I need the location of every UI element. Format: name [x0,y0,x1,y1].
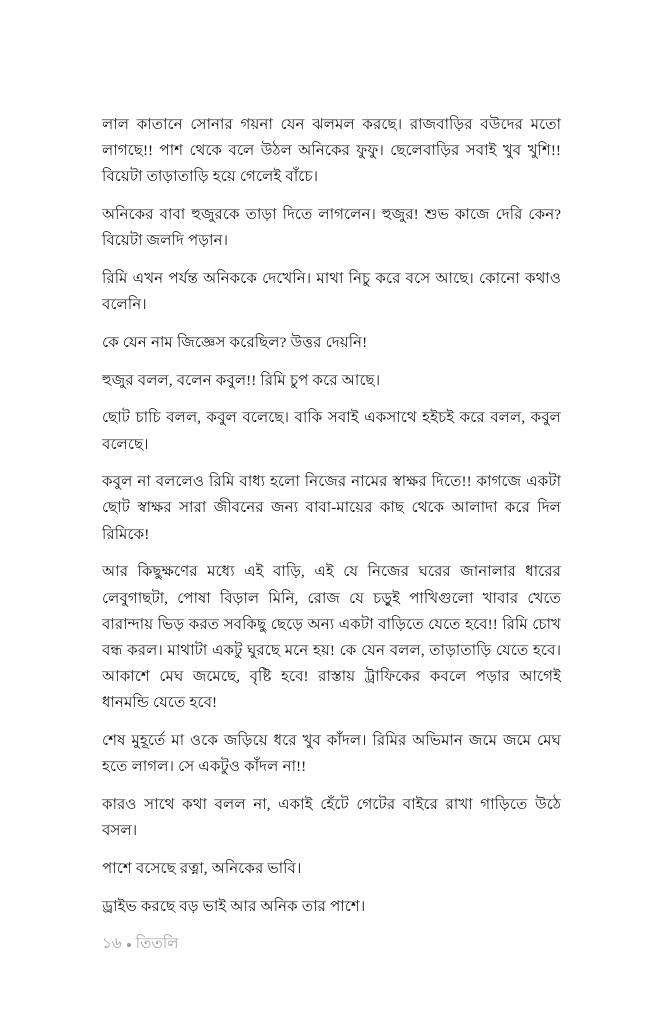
paragraph: কবুল না বললেও রিমি বাধ্য হলো নিজের নামের স্বাক্ষর দিতে!! কাগজে একটা ছোট স্বাক্ষর সারা জীবনের জন্য বাবা-মায়ের কাছ থেকে আলাদা করে দিল রিমিকে! [102,473,561,543]
paragraph: কে যেন নাম জিজ্ঞেস করেছিল? উত্তর দেয়নি! [102,333,368,351]
paragraph: লাল কাতানে সোনার গয়না যেন ঝলমল করছে। রাজবাড়ির বউদের মতো লাগছে!! পাশ থেকে বলে উঠল অনিকের ফুফু। ছেলেবাড়ির সবাই খুব খুশি!! বিয়েটা তাড়াতাড়ি হয়ে গেলেই বাঁচে। [102,116,561,186]
page-footer [102,932,179,957]
paragraph: অনিকের বাবা হুজুরকে তাড়া দিতে লাগলেন। হুজুর! শুভ কাজে দেরি কেন? বিয়েটা জলদি পড়ান। [102,206,561,250]
paragraph: পাশে বসেছে রত্না, অনিকের ভাবি। [102,859,302,877]
paragraph: রিমি এখন পর্যন্ত অনিককে দেখেনি। মাথা নিচু করে বসে আছে। কোনো কথাও বলেনি। [102,270,561,314]
paragraph: হুজুর বলল, বলেন কবুল!! রিমি চুপ করে আছে। [102,371,381,389]
paragraph: ড্রাইভ করছে বড় ভাই আর অনিক তার পাশে। [102,897,366,915]
book-title: তিতলি [135,936,179,952]
page-number: ১৬ [102,936,122,952]
paragraph: ছোট চাচি বলল, কবুল বলেছে। বাকি সবাই একসাথে হইচই করে বলল, কবুল বলেছে। [102,409,561,453]
bullet-separator-icon [127,943,131,947]
paragraph: আর কিছুক্ষণের মধ্যে এই বাড়ি, এই যে নিজের ঘরের জানালার ধারের লেবুগাছটা, পোষা বিড়াল মিনি, রোজ যে চড়ুই পাখিগুলো খাবার খেতে বারান্দায় ভিড় করত সবকিছু ছেড়ে অন্য একটা বাড়িতে যেতে হবে!! রিমি চোখ বন্ধ করল। মাথাটা একটু ঘুরছে মনে হয়! কে যেন বলল, তাড়াতাড়ি যেতে হবে। আকাশে মেঘ জমেছে, বৃষ্টি হবে! রাস্তায় ট্রাফিকের কবলে পড়ার আগেই ধানমন্ডি যেতে হবে! [102,563,561,712]
paragraph: শেষ মুহূর্তে মা ওকে জড়িয়ে ধরে খুব কাঁদল। রিমির অভিমান জমে জমে মেঘ হতে লাগল। সে একটুও কাঁদল না!! [102,732,561,776]
paragraph: কারও সাথে কথা বলল না, একাই হেঁটে গেটের বাইরে রাখা গাড়িতে উঠে বসল। [102,795,561,840]
body-text-column [102,112,561,920]
